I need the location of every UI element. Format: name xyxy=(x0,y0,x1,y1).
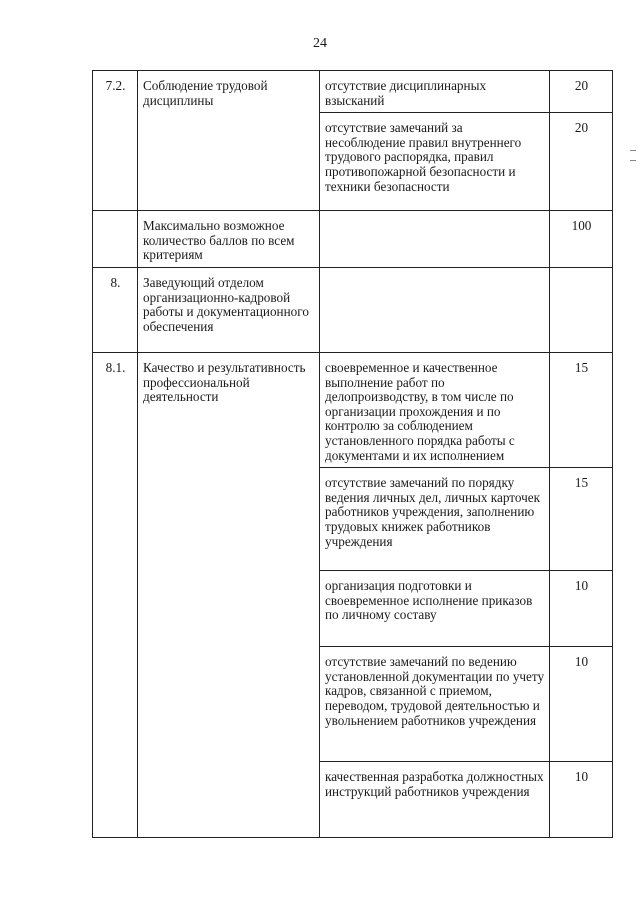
score-cell-empty xyxy=(550,267,613,352)
criteria-table xyxy=(92,70,613,838)
score-cell: 15 xyxy=(550,352,613,467)
indicator-cell: отсутствие дисциплинарных взысканий xyxy=(320,71,550,113)
table-row xyxy=(93,211,613,268)
row-number: 7.2. xyxy=(93,71,138,113)
table-row xyxy=(93,113,613,211)
table-row xyxy=(93,352,613,467)
indicator-cell-empty xyxy=(320,267,550,352)
score-cell: 20 xyxy=(550,113,613,211)
row-number-continued xyxy=(93,113,138,211)
row-number xyxy=(93,211,138,268)
criterion-cell: Максимально возможное количество баллов по всем критериям xyxy=(138,211,320,268)
row-number: 8.1. xyxy=(93,352,138,837)
score-cell: 20 xyxy=(550,71,613,113)
scan-edge-mark xyxy=(630,160,636,161)
score-cell: 15 xyxy=(550,468,613,571)
score-cell: 10 xyxy=(550,762,613,838)
indicator-cell-empty xyxy=(320,211,550,268)
page-number: 24 xyxy=(313,36,327,51)
table-row xyxy=(93,71,613,113)
indicator-cell: отсутствие замечаний за несоблюдение правил внутреннего трудового распорядка, правил противопожарной безопасности и техники безопасности xyxy=(320,113,550,211)
score-cell: 10 xyxy=(550,647,613,762)
criterion-cell-continued xyxy=(138,113,320,211)
indicator-cell: своевременное и качественное выполнение работ по делопроизводству, в том числе по организации прохождения и по контролю за соблюдением установленного порядка работы с документами и их исполнением xyxy=(320,352,550,467)
scan-edge-mark xyxy=(630,150,636,151)
indicator-cell: организация подготовки и своевременное исполнение приказов по личному составу xyxy=(320,571,550,647)
row-number: 8. xyxy=(93,267,138,352)
indicator-cell: отсутствие замечаний по ведению установленной документации по учету кадров, связанной с приемом, переводом, трудовой деятельностью и увольнением работников учреждения xyxy=(320,647,550,762)
indicator-cell: отсутствие замечаний по порядку ведения личных дел, личных карточек работников учреждения, заполнению трудовых книжек работников учреждения xyxy=(320,468,550,571)
score-cell: 10 xyxy=(550,571,613,647)
score-cell: 100 xyxy=(550,211,613,268)
indicator-cell: качественная разработка должностных инструкций работников учреждения xyxy=(320,762,550,838)
criterion-cell: Соблюдение трудовой дисциплины xyxy=(138,71,320,113)
criterion-cell: Заведующий отделом организационно-кадровой работы и документационного обеспечения xyxy=(138,267,320,352)
table-row xyxy=(93,267,613,352)
criterion-cell: Качество и результативность профессиональной деятельности xyxy=(138,352,320,837)
